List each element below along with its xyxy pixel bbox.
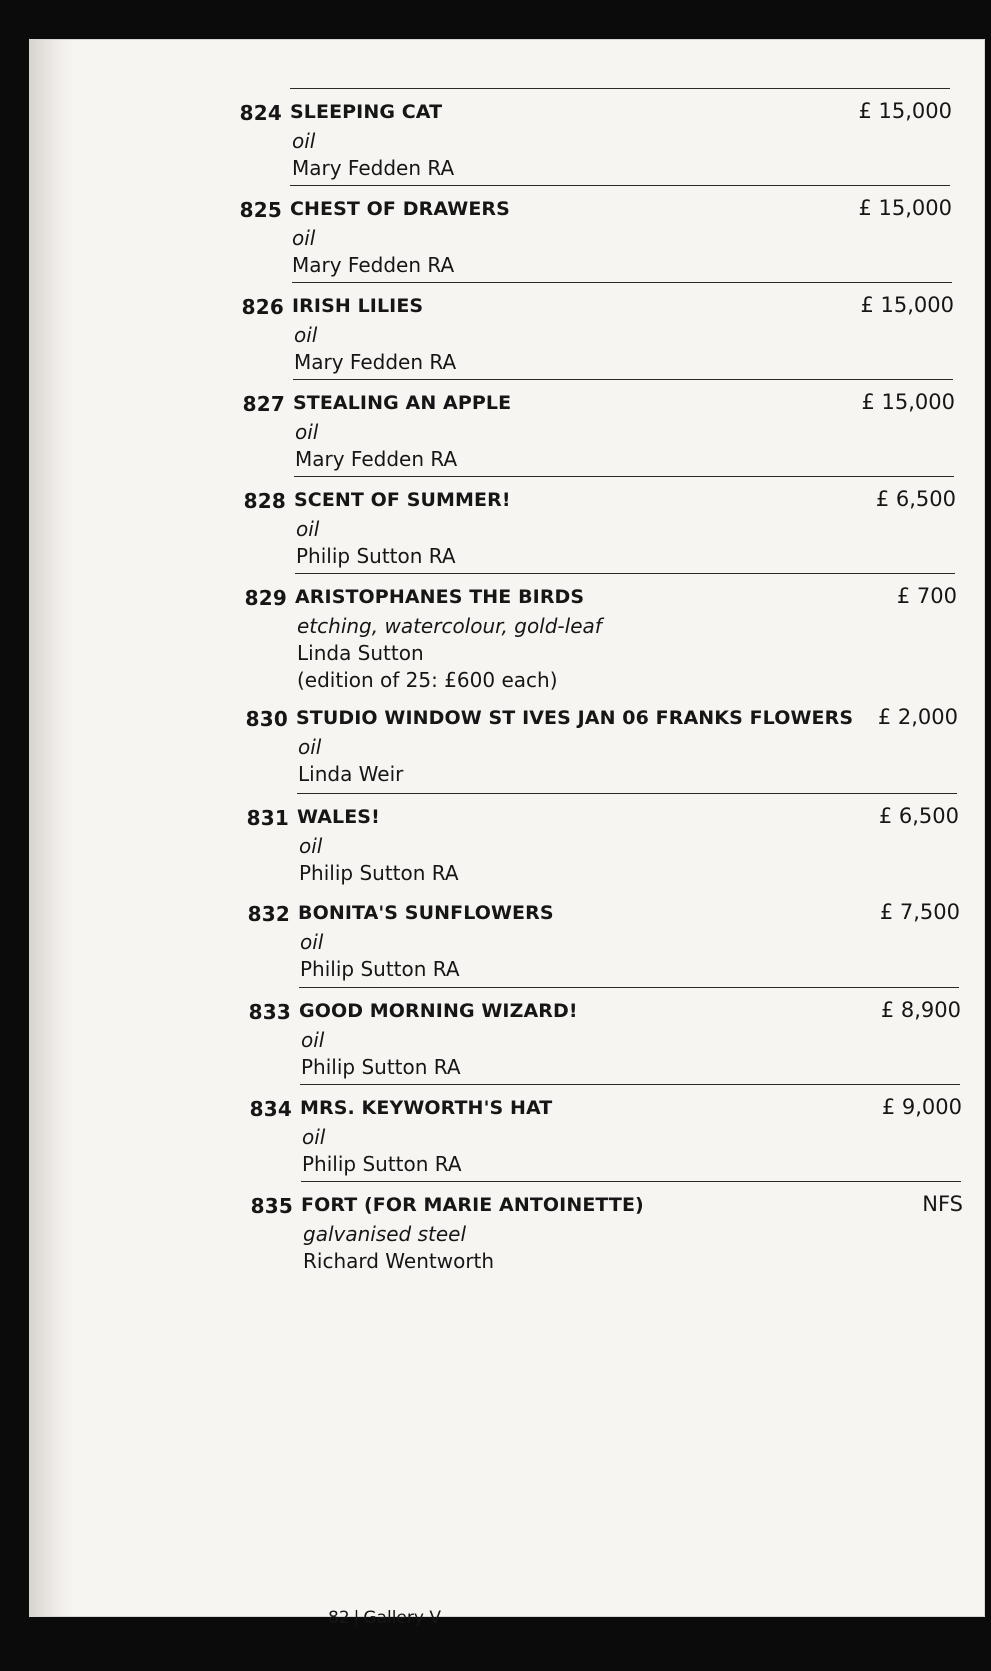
entry-medium: oil	[292, 129, 316, 153]
entry-artist: Mary Fedden RA	[292, 156, 455, 180]
catalogue-entry	[241, 282, 954, 383]
entry-artist: Linda Sutton	[297, 641, 424, 665]
entry-artist: Philip Sutton RA	[300, 957, 460, 981]
entry-price: £ 2,000	[877, 705, 958, 729]
catalogue-entry	[247, 890, 960, 990]
entry-price: £ 15,000	[858, 99, 952, 123]
entry-title: SLEEPING CAT	[290, 101, 443, 123]
entry-title: GOOD MORNING WIZARD!	[299, 1000, 578, 1022]
entry-price: £ 7,500	[879, 900, 960, 924]
catalogue-entry	[239, 88, 952, 189]
entry-medium: oil	[300, 930, 324, 954]
catalogue-entry	[249, 1084, 962, 1185]
entry-artist: Mary Fedden RA	[294, 350, 457, 374]
entry-medium: etching, watercolour, gold-leaf	[297, 614, 602, 638]
entry-title: MRS. KEYWORTH'S HAT	[300, 1097, 553, 1119]
page-footer	[328, 1608, 441, 1628]
entry-medium: oil	[301, 1028, 325, 1052]
entry-price: NFS	[922, 1192, 963, 1216]
catalogue-entry	[244, 573, 957, 694]
catalogue-entry	[242, 379, 955, 480]
entry-artist: Philip Sutton RA	[296, 544, 456, 568]
entry-title: CHEST OF DRAWERS	[290, 198, 510, 220]
entry-number: 826	[241, 295, 284, 319]
entry-number: 829	[244, 586, 287, 610]
entry-number: 834	[249, 1097, 292, 1121]
entry-medium: galvanised steel	[303, 1222, 467, 1246]
entry-medium: oil	[302, 1125, 326, 1149]
entry-title: BONITA'S SUNFLOWERS	[298, 902, 554, 924]
page-number: 82	[328, 1608, 350, 1628]
entry-number: 828	[243, 489, 286, 513]
entry-price: £ 6,500	[878, 804, 959, 828]
entry-number: 825	[239, 198, 282, 222]
entry-price: £ 8,900	[880, 998, 961, 1022]
entry-title: IRISH LILIES	[292, 295, 424, 317]
entry-number: 833	[248, 1000, 291, 1024]
entry-artist: Philip Sutton RA	[302, 1152, 462, 1176]
entry-medium: oil	[295, 420, 319, 444]
catalogue-page	[30, 40, 984, 1628]
entry-price: £ 15,000	[860, 293, 954, 317]
entry-medium: oil	[299, 834, 323, 858]
catalogue-entry	[248, 987, 961, 1088]
entry-artist: Philip Sutton RA	[299, 861, 459, 885]
entry-price: £ 700	[896, 584, 957, 608]
entry-artist: Mary Fedden RA	[292, 253, 455, 277]
entry-edition-note: (edition of 25: £600 each)	[297, 668, 558, 692]
entry-title: SCENT OF SUMMER!	[294, 489, 511, 511]
entry-price: £ 15,000	[858, 196, 952, 220]
entry-artist: Linda Weir	[298, 762, 404, 786]
entry-number: 827	[242, 392, 285, 416]
page-edge-shadow	[30, 40, 74, 1616]
entry-artist: Richard Wentworth	[303, 1249, 495, 1273]
catalogue-entry	[246, 793, 959, 894]
entry-title: FORT (FOR MARIE ANTOINETTE)	[301, 1194, 644, 1216]
catalogue-entry	[243, 476, 956, 577]
entry-number: 831	[246, 806, 289, 830]
entry-price: £ 15,000	[861, 390, 955, 414]
catalogue-entry	[239, 185, 952, 286]
catalogue-entry	[250, 1181, 963, 1282]
entry-title: STEALING AN APPLE	[293, 392, 512, 414]
footer-separator: |	[353, 1608, 360, 1628]
entry-medium: oil	[296, 517, 320, 541]
entry-medium: oil	[292, 226, 316, 250]
catalogue-entry	[245, 695, 958, 795]
entry-number: 830	[245, 707, 288, 731]
entry-title: STUDIO WINDOW ST IVES JAN 06 FRANKS FLOWERS	[296, 707, 854, 729]
entry-number: 832	[247, 902, 290, 926]
entry-medium: oil	[294, 323, 318, 347]
entry-number: 835	[250, 1194, 293, 1218]
entry-artist: Mary Fedden RA	[295, 447, 458, 471]
entry-price: £ 9,000	[881, 1095, 962, 1119]
entry-title: ARISTOPHANES THE BIRDS	[295, 586, 585, 608]
entry-title: WALES!	[297, 806, 380, 828]
entry-artist: Philip Sutton RA	[301, 1055, 461, 1079]
entry-price: £ 6,500	[875, 487, 956, 511]
section-name: Gallery V	[363, 1608, 441, 1628]
entry-medium: oil	[298, 735, 322, 759]
entry-number: 824	[239, 101, 282, 125]
